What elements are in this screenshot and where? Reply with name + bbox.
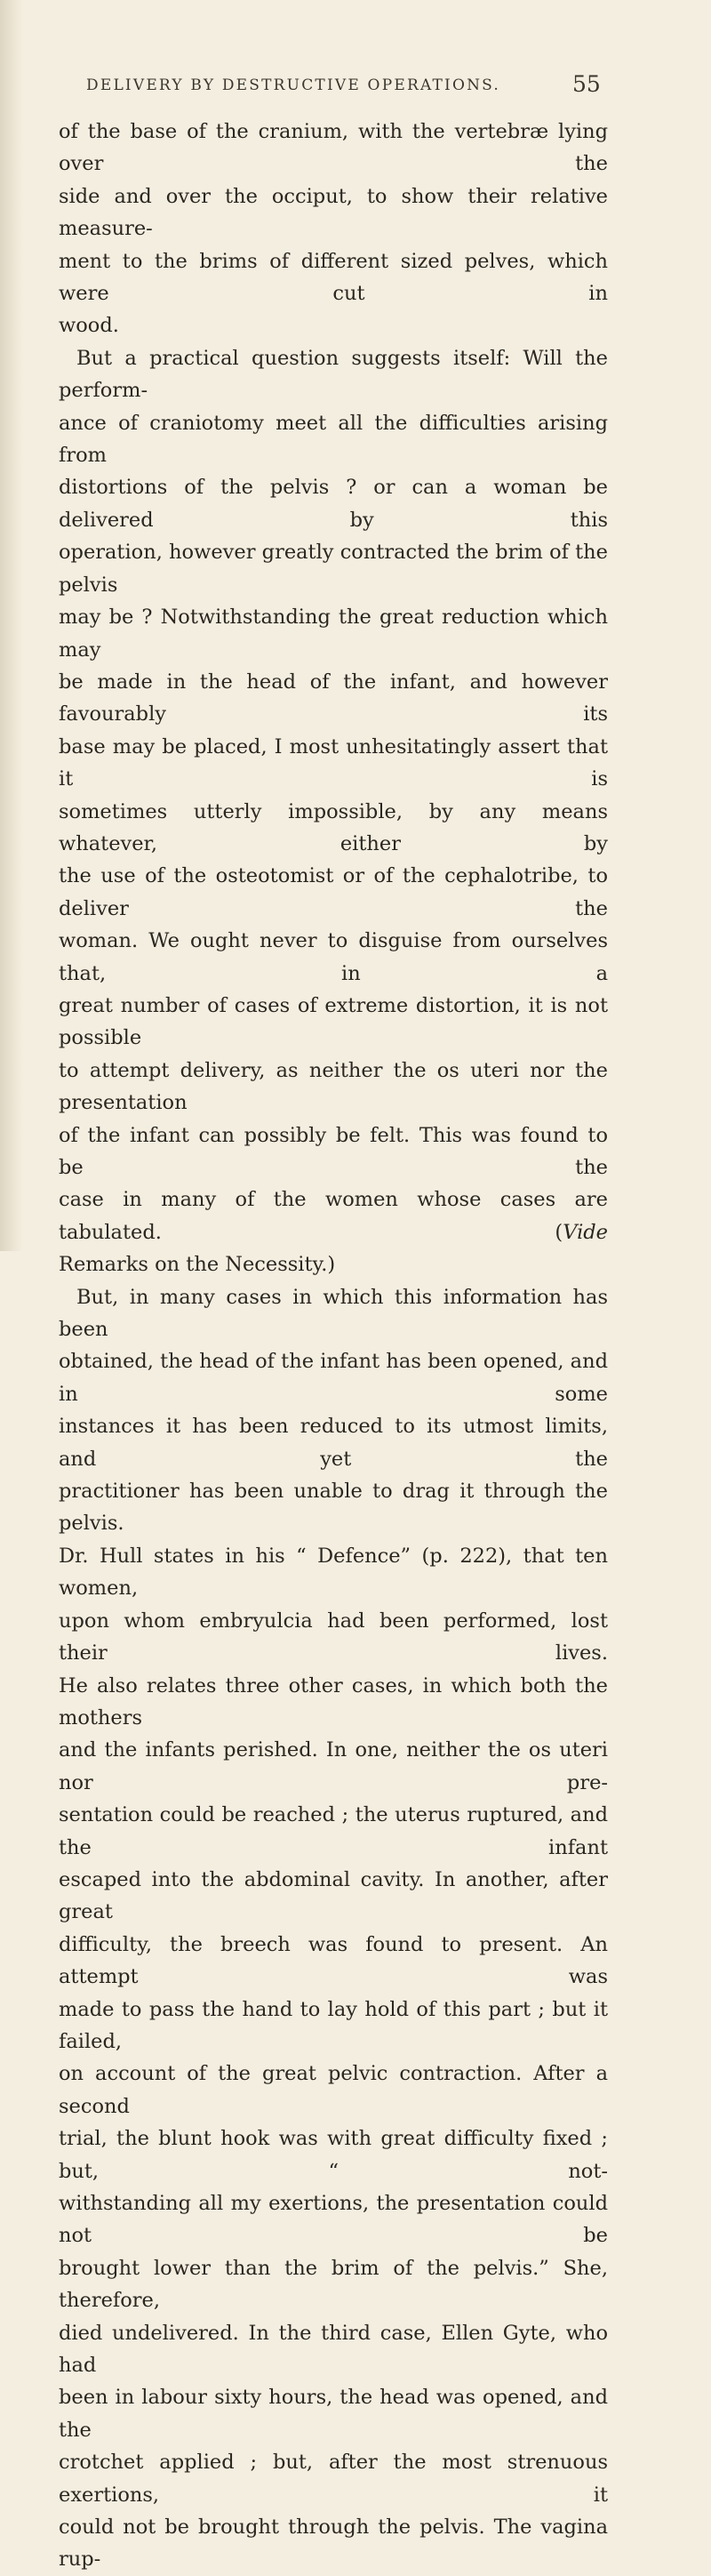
text-line: of the base of the cranium, with the vertebræ lying over the [59, 120, 608, 176]
text-line: withstanding all my exertions, the presentation could not be [59, 2192, 608, 2248]
page-number: 55 [572, 71, 601, 97]
body-text [59, 116, 608, 2576]
running-head: DELIVERY BY DESTRUCTIVE OPERATIONS. [86, 76, 500, 94]
text-line: great number of cases of extreme distortion, it is not possible [59, 993, 608, 1050]
text-line: base may be placed, I most unhesitatingly assert that it is [59, 734, 608, 791]
text-line: been in labour sixty hours, the head was opened, and the [59, 2386, 608, 2442]
text-line: to attempt delivery, as neither the os uteri nor the presentation [59, 1058, 608, 1115]
text-line: instances it has been reduced to its utmost limits, and yet the [59, 1415, 608, 1471]
text-line: on account of the great pelvic contraction. After a second [59, 2062, 608, 2118]
text-fragment: case in many of the women whose cases are tabulated. ( [59, 1188, 608, 1244]
paragraph-1 [59, 116, 608, 342]
text-line: operation, however greatly contracted the brim of the pelvis [59, 541, 608, 597]
text-line: the use of the osteotomist or of the cephalotribe, to deliver the [59, 864, 608, 920]
text-line: may be ? Notwithstanding the great reduction which may [59, 606, 608, 662]
text-line: of the infant can possibly be felt. This was found to be the [59, 1123, 608, 1179]
text-line: sometimes utterly impossible, by any means whatever, either by [59, 799, 608, 855]
text-line: made to pass the hand to lay hold of this part ; but it failed, [59, 1997, 608, 2053]
page-header [0, 71, 711, 100]
page-edge-shadow [0, 0, 23, 1251]
text-line: wood. [59, 314, 119, 338]
paragraph-2 [59, 342, 608, 1281]
text-line: brought lower than the brim of the pelvis.” She, therefore, [59, 2256, 608, 2313]
vide-italic: Vide [563, 1220, 608, 1244]
text-line: crotchet applied ; but, after the most strenuous exertions, it [59, 2451, 608, 2507]
text-line: Dr. Hull states in his “ Defence” (p. 222), that ten women, [59, 1544, 608, 1601]
text-line: could not be brought through the pelvis. The vagina rup- [59, 2516, 608, 2572]
text-line: difficulty, the breech was found to present. An attempt was [59, 1932, 608, 1989]
text-line [59, 1184, 608, 1248]
text-line: and the infants perished. In one, neither the os uteri nor pre- [59, 1738, 608, 1794]
text-line: He also relates three other cases, in which both the mothers [59, 1673, 608, 1729]
text-line: obtained, the head of the infant has been opened, and in some [59, 1350, 608, 1406]
text-line: side and over the occiput, to show their relative measure- [59, 184, 608, 241]
text-line: sentation could be reached ; the uterus ruptured, and the infant [59, 1803, 608, 1859]
text-line: woman. We ought never to disguise from ourselves that, in a [59, 929, 608, 985]
text-line: ance of craniotomy meet all the difficulties arising from [59, 411, 608, 468]
text-line: But a practical question suggests itself: Will the perform- [59, 346, 608, 403]
paragraph-3 [59, 1281, 608, 2576]
text-line: Remarks on the Necessity.) [59, 1253, 336, 1277]
text-line: distortions of the pelvis ? or can a woman be delivered by this [59, 476, 608, 532]
text-line: upon whom embryulcia had been performed, lost their lives. [59, 1609, 608, 1665]
text-line: ment to the brims of different sized pelves, which were cut in [59, 249, 608, 306]
text-line: died undelivered. In the third case, Ellen Gyte, who had [59, 2321, 608, 2378]
text-line: escaped into the abdominal cavity. In another, after great [59, 1867, 608, 1924]
text-line: practitioner has been unable to drag it through the pelvis. [59, 1480, 608, 1536]
text-line: trial, the blunt hook was with great difficulty fixed ; but, “ not- [59, 2127, 608, 2183]
text-line: be made in the head of the infant, and however favourably its [59, 670, 608, 726]
text-line: But, in many cases in which this information has been [59, 1285, 608, 1342]
